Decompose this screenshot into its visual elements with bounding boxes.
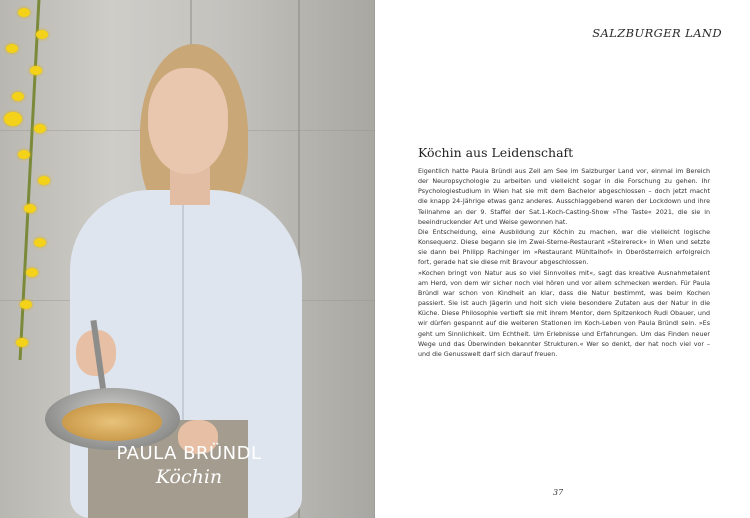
chef-role-caption: Köchin [155,466,223,488]
blossom [20,300,32,309]
chef-face [148,68,228,174]
blossom [34,238,46,247]
blossom [30,66,42,75]
blossom [34,124,46,133]
paragraph: Die Entscheidung, eine Ausbildung zur Köchin zu machen, war die vielleicht logische Konsequenz. Diese begann sie im Zwei-Sterne-Restaurant »Steirereck« in Wien und setzte sie dann bei Philipp Rachinger im »Restaurant Mühltalhof« in Oberösterreich erfolgreich fort, gerade hat sie diese mit Bravour abgeschlossen. [418,228,710,267]
blossom [12,92,24,101]
page-number: 37 [553,488,564,497]
blossom [16,338,28,347]
chef-name-caption: PAULA BRÜNDL [116,443,262,464]
blossom [6,44,18,53]
paragraph: Eigentlich hatte Paula Bründl aus Zell am See im Salzburger Land vor, einmal im Bereich der Neuropsychologie zu arbeiten und vielleicht sogar in die Forschung zu gehen. Ihr Psychologiestudium in Wien hat sie mit dem Bachelor abgeschlossen – doch jetzt macht die knapp 24-Jährige etwas ganz anderes. Ausschlaggebend waren der Lockdown und ihre Teilnahme an der 9. Staffel der Sat.1-Koch-Casting-Show »The Taste« 2021, die sie in beeindruckender Art und Weise gewonnen hat. [418,168,710,226]
text-page [375,0,750,518]
blossom [18,8,30,17]
paragraph: »Kochen bringt von Natur aus so viel Sinnvolles mit«, sagt das kreative Ausnahmetalent am Herd, von dem wir sicher noch viel hören und vor allem schmecken werden. Für Paula Bründl war schon von Kindheit an klar, dass die Natur bestimmt, was beim Kochen passiert. Sie ist auch Jägerin und holt sich viele besondere Zutaten aus der Natur in die Küche. Diese Philosophie vertieft sie mit ihrem Mentor, dem Spitzenkoch Rudi Obauer, und wir dürfen gespannt auf die weiteren Stationen im Koch-Leben von Paula Bründl sein. »Es geht um Sinnlichkeit. Um Echtheit. Um Erlebnisse und Erfahrungen. Um das Finden neuer Wege und das Überwinden bekannter Strukturen.« Wer so denkt, der hat noch viel vor – und die Genusswelt darf sich darauf freuen. [418,269,710,358]
blossom [38,176,50,185]
blossom [4,112,22,126]
shirt-fold [182,205,184,455]
pancake [62,403,162,441]
blossom [18,150,30,159]
blossom [26,268,38,277]
article-body [418,167,710,360]
blossom [36,30,48,39]
blossom [24,204,36,213]
article-heading: Köchin aus Leidenschaft [418,145,574,160]
region-running-head: SALZBURGER LAND [592,26,722,40]
